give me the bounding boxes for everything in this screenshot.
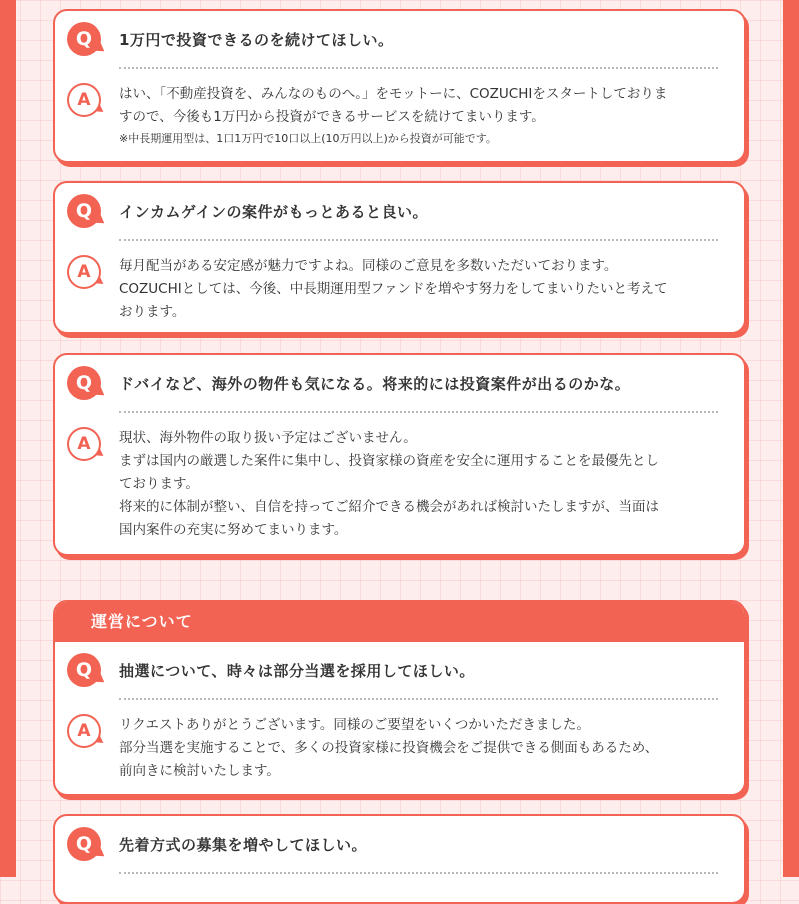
answer-bubble-icon: A [67,255,101,289]
question-text: インカムゲインの案件がもっとあると良い。 [119,202,428,221]
answer-line: 前向きに検討いたします。 [119,763,280,779]
question-bubble-icon: Q [67,827,101,861]
question-text: 抽選について、時々は部分当選を採用してほしい。 [119,661,475,680]
answer-bubble-icon: A [67,714,101,748]
faq-card [53,814,746,904]
left-border-stripe [0,0,16,877]
answer-text [119,83,691,149]
answer-row [55,69,744,149]
faq-card [53,181,746,334]
answer-line: ております。 [119,476,199,492]
answer-row [55,241,744,324]
answer-note: ※中長期運用型は、1口1万円で10口以上(10万円以上)から投資が可能です。 [119,132,497,145]
question-text: ドバイなど、海外の物件も気になる。将来的には投資案件が出るのかな。 [119,374,631,393]
answer-row [55,700,744,783]
answer-text [119,714,682,783]
section-card-operations [53,600,746,796]
answer-line: 部分当選を実施することで、多くの投資家様に投資機会をご提供できる側面もあるため、 [119,740,659,756]
question-row [55,816,744,872]
question-bubble-icon: Q [67,194,101,228]
question-text: 1万円で投資できるのを続けてほしい。 [119,30,394,49]
answer-line: 現状、海外物件の取り扱い予定はございません。 [119,430,417,446]
answer-line: おります。 [119,304,186,320]
faq-card [53,353,746,556]
answer-line: すので、今後も1万円から投資ができるサービスを続けてまいります。 [119,109,545,125]
question-row [55,355,744,411]
dotted-divider [119,872,718,874]
question-text: 先着方式の募集を増やしてほしい。 [119,835,368,854]
answer-bubble-icon: A [67,427,101,461]
answer-line: COZUCHIとしては、今後、中長期運用型ファンドを増やす努力をしてまいりたいと考えて [119,281,668,297]
question-row [55,642,744,698]
answer-row [55,413,744,542]
answer-line: まずは国内の厳選した案件に集中し、投資家様の資産を安全に運用することを最優先とし [119,453,659,469]
answer-line: 将来的に体制が整い、自信を持ってご紹介できる機会があれば検討いたしますが、当面は [119,499,659,515]
right-border-stripe [783,0,799,877]
question-bubble-icon: Q [67,22,101,56]
answer-line: 毎月配当がある安定感が魅力ですよね。同様のご意見を多数いただいております。 [119,258,618,274]
faq-card [53,9,746,163]
answer-line: 国内案件の充実に努めてまいります。 [119,522,348,538]
section-title: 運営について [55,602,744,642]
question-row [55,11,744,67]
answer-line: リクエストありがとうございます。同様のご要望をいくつかいただきました。 [119,717,590,733]
question-bubble-icon: Q [67,366,101,400]
question-bubble-icon: Q [67,653,101,687]
answer-text [119,255,691,324]
question-row [55,183,744,239]
answer-bubble-icon: A [67,83,101,117]
answer-line: はい、「不動産投資を、みんなのものへ。」をモットーに、COZUCHIをスタートしておりま [119,86,668,102]
answer-text [119,427,683,542]
